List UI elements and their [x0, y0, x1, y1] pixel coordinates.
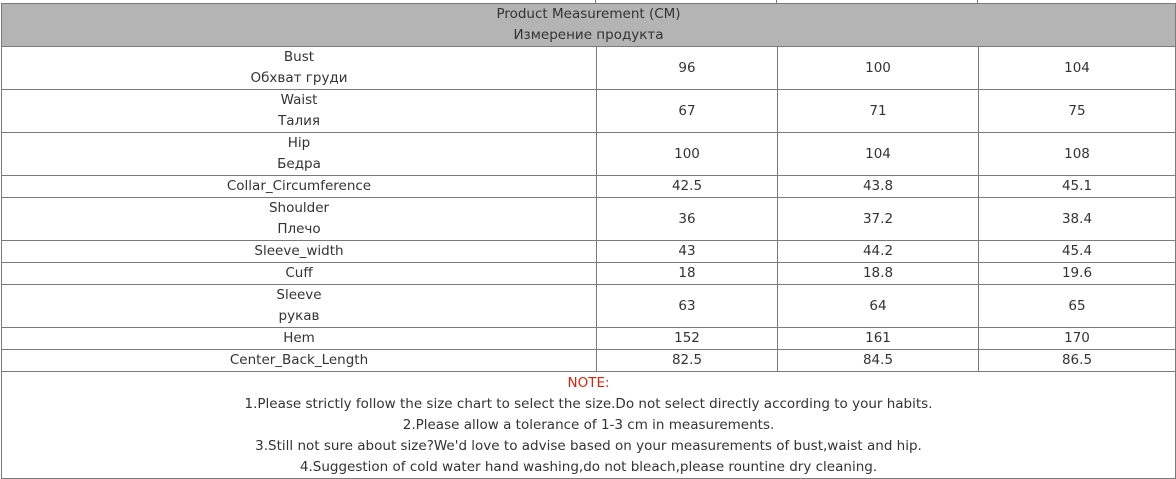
- note-line: 2.Please allow a tolerance of 1-3 cm in measurements.: [402, 417, 775, 433]
- value-cell: 64: [778, 285, 979, 328]
- value-cell: 67: [597, 90, 778, 133]
- value-cell: 42.5: [597, 176, 778, 198]
- value-cell: 45.1: [979, 176, 1176, 198]
- value-cell: 82.5: [597, 350, 778, 372]
- table-row: [2, 133, 1176, 176]
- value-cell: 43.8: [778, 176, 979, 198]
- table-row: [2, 328, 1176, 350]
- value-cell: 104: [979, 47, 1176, 90]
- value-cell: 71: [778, 90, 979, 133]
- header-title-en: Product Measurement (CM): [496, 6, 681, 22]
- table-row: [2, 47, 1176, 90]
- table-row: [2, 198, 1176, 241]
- value-cell: 18: [597, 263, 778, 285]
- value-cell: 170: [979, 328, 1176, 350]
- value-cell: 108: [979, 133, 1176, 176]
- table-row: [2, 90, 1176, 133]
- value-cell: 36: [597, 198, 778, 241]
- value-cell: 37.2: [778, 198, 979, 241]
- row-label: Waist Талия: [2, 90, 597, 133]
- value-cell: 100: [597, 133, 778, 176]
- table-header: [2, 4, 1176, 47]
- measurement-table: [1, 3, 1176, 479]
- note-line: 4.Suggestion of cold water hand washing,do not bleach,please rountine dry cleaning.: [299, 459, 878, 475]
- size-chart: [1, 0, 1175, 479]
- row-label: Cuff: [2, 263, 597, 285]
- row-label: Bust Обхват груди: [2, 47, 597, 90]
- note-line: 3.Still not sure about size?We'd love to advise based on your measurements of bust,waist and hip.: [255, 438, 922, 454]
- table-row: [2, 350, 1176, 372]
- row-label: Hip Бедра: [2, 133, 597, 176]
- header-title-ru: Измерение продукта: [513, 27, 664, 43]
- row-label: Sleeve_width: [2, 241, 597, 263]
- notes-row: [2, 372, 1176, 479]
- value-cell: 63: [597, 285, 778, 328]
- row-label: Center_Back_Length: [2, 350, 597, 372]
- table-row: [2, 241, 1176, 263]
- note-line: 1.Please strictly follow the size chart to select the size.Do not select directly according to your habits.: [244, 396, 933, 412]
- value-cell: 43: [597, 241, 778, 263]
- value-cell: 44.2: [778, 241, 979, 263]
- table-row: [2, 176, 1176, 198]
- value-cell: 104: [778, 133, 979, 176]
- row-label: Hem: [2, 328, 597, 350]
- table-header-row: [2, 4, 1176, 47]
- value-cell: 152: [597, 328, 778, 350]
- row-label: Sleeve рукав: [2, 285, 597, 328]
- value-cell: 38.4: [979, 198, 1176, 241]
- value-cell: 84.5: [778, 350, 979, 372]
- value-cell: 65: [979, 285, 1176, 328]
- table-top-stub: [1, 0, 1175, 3]
- value-cell: 86.5: [979, 350, 1176, 372]
- value-cell: 45.4: [979, 241, 1176, 263]
- table-row: [2, 285, 1176, 328]
- value-cell: 100: [778, 47, 979, 90]
- value-cell: 19.6: [979, 263, 1176, 285]
- value-cell: 96: [597, 47, 778, 90]
- row-label: Collar_Circumference: [2, 176, 597, 198]
- value-cell: 161: [778, 328, 979, 350]
- value-cell: 18.8: [778, 263, 979, 285]
- table-row: [2, 263, 1176, 285]
- row-label: Shoulder Плечо: [2, 198, 597, 241]
- value-cell: 75: [979, 90, 1176, 133]
- note-title: NOTE:: [567, 375, 610, 391]
- notes-cell: [2, 372, 1176, 479]
